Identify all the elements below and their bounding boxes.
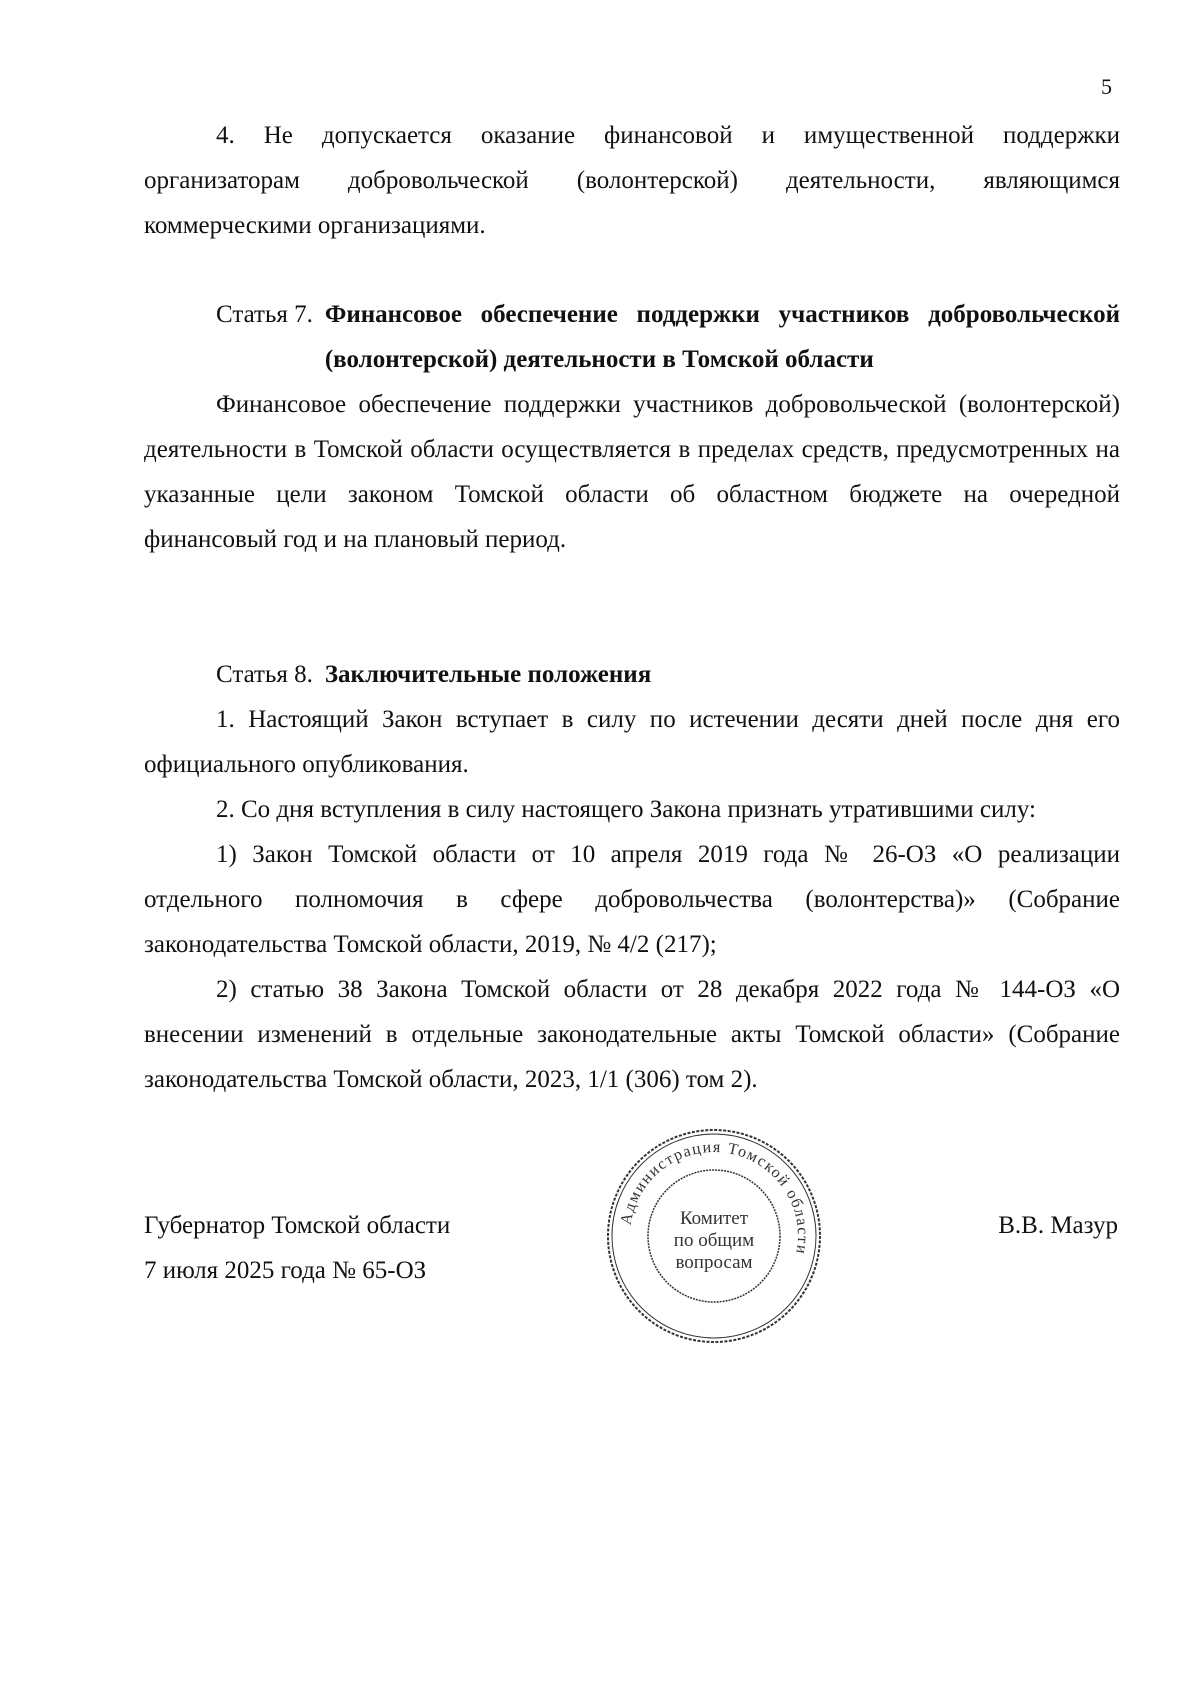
page-number: 5	[1101, 74, 1112, 99]
signature-block	[144, 1203, 450, 1293]
signatory-position: Губернатор Томской области	[144, 1212, 451, 1239]
article-8-subitem-1: 1) Закон Томской области от 10 апреля 2019 года № 26-ОЗ «О реализации отдельного полномочия в сфере добровольчества (волонтерства)» (Собрание законодательства Томской области, 2019, № 4/2 (217);	[144, 841, 1120, 958]
signatory-name: В.В. Мазур	[998, 1212, 1118, 1239]
article-8-item-2: 2. Со дня вступления в силу настоящего Закона признать утратившими силу:	[216, 796, 1036, 823]
article-7-number: Статья 7.	[216, 301, 313, 328]
stamp-ring-text: Администрация Томской области	[617, 1138, 812, 1257]
article-8-subitem-2: 2) статью 38 Закона Томской области от 28 декабря 2022 года № 144-ОЗ «О внесении изменений в отдельные законодательные акты Томской области» (Собрание законодательства Томской области, 2023, 1/1 (306) том 2).	[144, 976, 1120, 1093]
article-7	[144, 292, 1120, 562]
article-8-heading	[216, 652, 1120, 697]
stamp-center-line-3: вопросам	[675, 1252, 753, 1273]
article-8	[144, 652, 1120, 1102]
article-8-number: Статья 8.	[216, 661, 313, 688]
paragraph-4-block	[144, 113, 1120, 248]
article-7-heading	[216, 292, 1120, 382]
article-8-item-1: 1. Настоящий Закон вступает в силу по истечении десяти дней после дня его официального опубликования.	[144, 706, 1120, 778]
law-date-number: 7 июля 2025 года № 65-ОЗ	[144, 1257, 427, 1284]
article-7-title: Финансовое обеспечение поддержки участников добровольческой (волонтерской) деятельности в Томской области	[324, 301, 1120, 373]
article-7-body: Финансовое обеспечение поддержки участников добровольческой (волонтерской) деятельности в Томской области осуществляется в пределах средств, предусмотренных на указанные цели законом Томской области об областном бюджете на очередной финансовый год и на плановый период.	[144, 391, 1120, 553]
stamp-center-line-2: по общим	[673, 1230, 755, 1251]
article-8-title: Заключительные положения	[324, 661, 652, 688]
official-stamp	[602, 1124, 826, 1348]
stamp-center-line-1: Комитет	[679, 1208, 749, 1229]
paragraph-4: 4. Не допускается оказание финансовой и имущественной поддержки организаторам добровольческой (волонтерской) деятельности, являющимся коммерческими организациями.	[144, 122, 1120, 239]
